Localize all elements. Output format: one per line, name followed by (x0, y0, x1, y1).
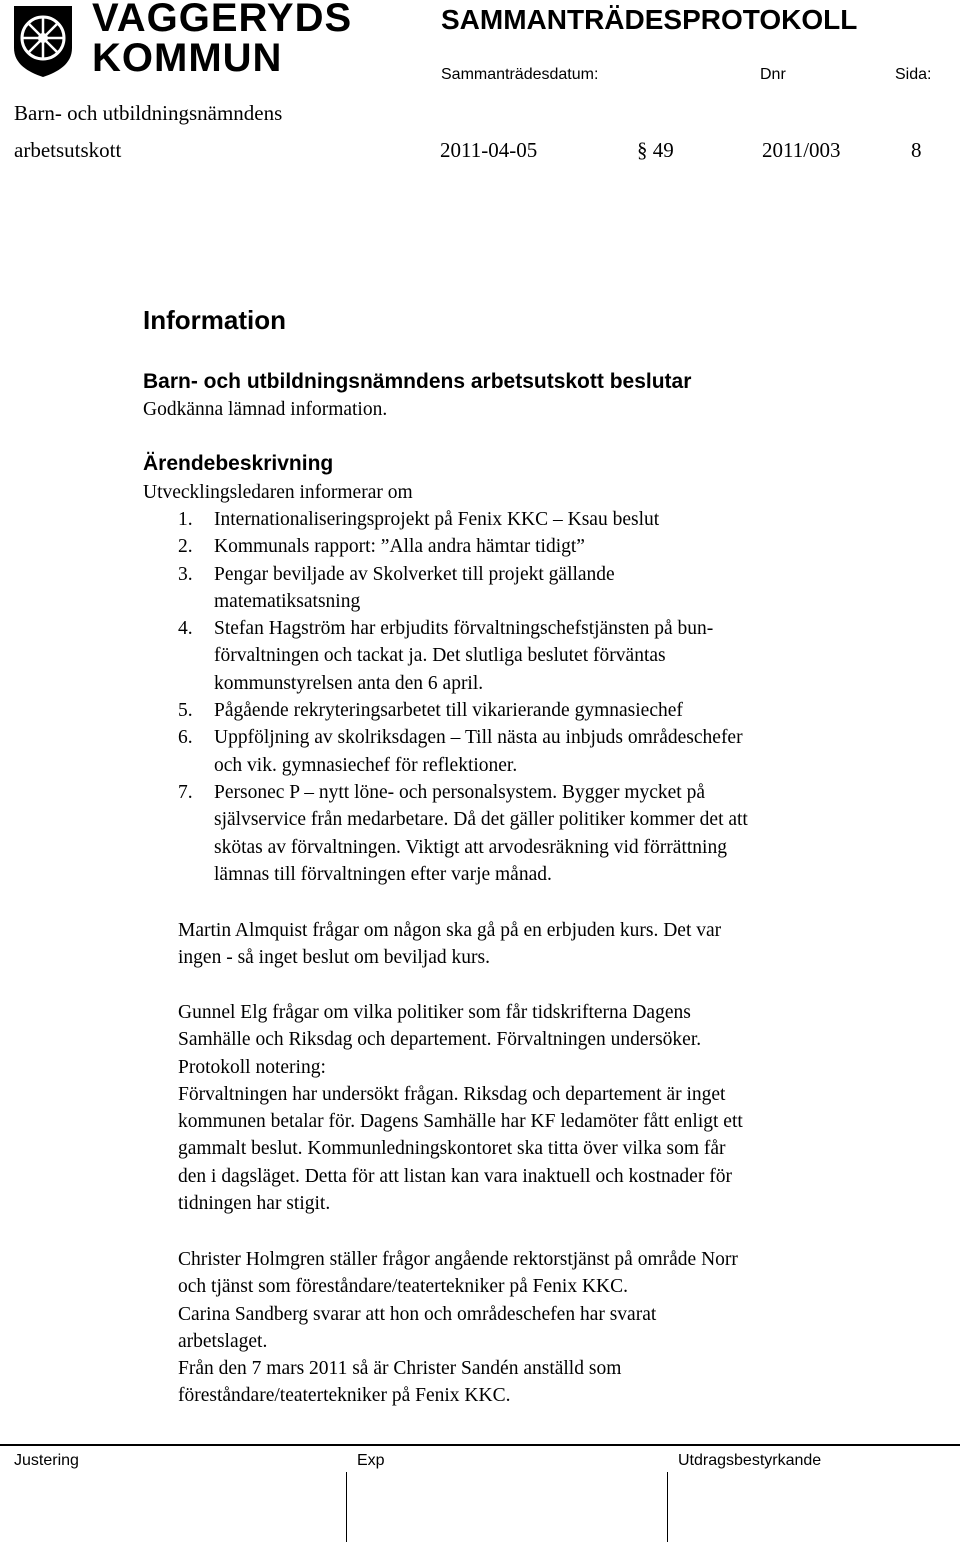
paragraph-line: Protokoll notering: (178, 1056, 326, 1078)
list-item (143, 561, 903, 616)
footer-utdragsbestyrkande-label: Utdragsbestyrkande (678, 1452, 822, 1469)
paragraph-line: och tjänst som föreståndare/teatertekniker på Fenix KKC. (178, 1276, 628, 1298)
meeting-date-label: Sammanträdesdatum: (441, 66, 599, 83)
list-item-text: Stefan Hagström har erbjudits förvaltningschefstjänsten på bun- (214, 618, 714, 640)
paragraph-line: gammalt beslut. Kommunledningskontoret ska titta över vilka som får (178, 1138, 726, 1160)
paragraph-line: Martin Almquist frågar om någon ska gå på en erbjuden kurs. Det var (178, 920, 722, 941)
list-item-number: 1. (178, 509, 193, 530)
list-item-text: Pågående rekryteringsarbetet till vikarierande gymnasiechef (214, 700, 683, 722)
municipal-logo-icon (12, 4, 74, 78)
information-item-list (143, 506, 903, 888)
list-item-number: 5. (178, 700, 193, 722)
list-item (143, 697, 903, 724)
list-item-text: och vik. gymnasiechef för reflektioner. (214, 754, 518, 776)
paragraph-line: Förvaltningen har undersökt frågan. Riksdag och departement är inget (178, 1083, 726, 1105)
paragraph-line: Carina Sandberg svarar att hon och områdeschefen har svarat (178, 1303, 657, 1325)
list-item-text: Personec P – nytt löne- och personalsystem. Bygger mycket på (214, 781, 706, 803)
list-item-number: 3. (178, 563, 193, 585)
paragraph-line: föreståndare/teatertekniker på Fenix KKC. (178, 1385, 511, 1407)
section-title: Information (143, 305, 286, 335)
list-item-text: Kommunals rapport: ”Alla andra hämtar tidigt” (214, 536, 585, 558)
list-item-text: förvaltningen och tackat ja. Det slutliga beslutet förväntas (214, 645, 666, 667)
paragraph-line: Christer Holmgren ställer frågor angående rektorstjänst på område Norr (178, 1249, 738, 1270)
list-item (143, 506, 903, 533)
footer-column-divider (667, 1472, 668, 1542)
list-item-text: självservice från medarbetare. Då det gäller politiker kommer det att (214, 809, 748, 831)
paragraph-line: Från den 7 mars 2011 så är Christer Sandén anställd som (178, 1358, 622, 1380)
footer-column-divider (346, 1472, 347, 1542)
list-item-number: 2. (178, 536, 193, 558)
list-item (143, 724, 903, 779)
list-item (143, 779, 903, 888)
list-item-text: matematiksatsning (214, 590, 361, 612)
footer-divider (0, 1444, 960, 1446)
paragraph-line: Gunnel Elg frågar om vilka politiker som får tidskrifterna Dagens (178, 1002, 691, 1023)
page-label: Sida: (895, 66, 932, 83)
paragraph-line: ingen - så inget beslut om beviljad kurs. (178, 947, 490, 969)
list-item-text: Pengar beviljade av Skolverket till projekt gällande (214, 563, 615, 585)
dnr-label: Dnr (760, 66, 786, 83)
brand-name-line1: VAGGERYDS (92, 0, 353, 40)
page-number: 8 (911, 138, 922, 162)
committee-name-line1: Barn- och utbildningsnämndens (14, 101, 283, 125)
decision-text: Godkänna lämnad information. (143, 399, 388, 420)
paragraph-principal-question (178, 1246, 898, 1410)
list-item-text: Uppföljning av skolriksdagen – Till nästa au inbjuds områdeschefer (214, 727, 743, 749)
list-item-number: 7. (178, 781, 193, 803)
footer-justering-label: Justering (14, 1452, 79, 1469)
list-item-text: kommunstyrelsen anta den 6 april. (214, 672, 484, 694)
decision-heading: Barn- och utbildningsnämndens arbetsutskott beslutar (143, 370, 692, 393)
list-item-text: lämnas till förvaltningen efter varje månad. (214, 863, 552, 885)
paragraph-line: arbetslaget. (178, 1330, 268, 1352)
brand-name-line2: KOMMUN (92, 36, 283, 80)
list-item-number: 4. (178, 618, 193, 640)
paragraph-magazines-question (178, 999, 898, 1217)
paragraph-line: Samhälle och Riksdag och departement. Förvaltningen undersöker. (178, 1029, 702, 1051)
description-intro: Utvecklingsledaren informerar om (143, 482, 413, 503)
description-heading: Ärendebeskrivning (143, 452, 334, 475)
paragraph-line: tidningen har stigit. (178, 1193, 331, 1215)
meeting-date-value: 2011-04-05 (440, 138, 538, 162)
paragraph-line: kommunen betalar för. Dagens Samhälle har KF ledamöter fått enligt ett (178, 1111, 743, 1133)
paragraph-number: § 49 (637, 138, 674, 162)
committee-name-line2: arbetsutskott (14, 138, 122, 162)
list-item (143, 533, 903, 560)
list-item-number: 6. (178, 727, 193, 749)
dnr-value: 2011/003 (762, 138, 841, 162)
document-type-title: SAMMANTRÄDESPROTOKOLL (441, 4, 858, 35)
paragraph-course-question (178, 917, 898, 972)
footer-exp-label: Exp (357, 1452, 385, 1469)
paragraph-line: den i dagsläget. Detta för att listan kan vara inaktuell och kostnader för (178, 1165, 732, 1187)
list-item (143, 615, 903, 697)
list-item-text: Internationaliseringsprojekt på Fenix KKC – Ksau beslut (214, 509, 660, 530)
list-item-text: skötas av förvaltningen. Viktigt att arvodesräkning vid förrättning (214, 836, 727, 858)
